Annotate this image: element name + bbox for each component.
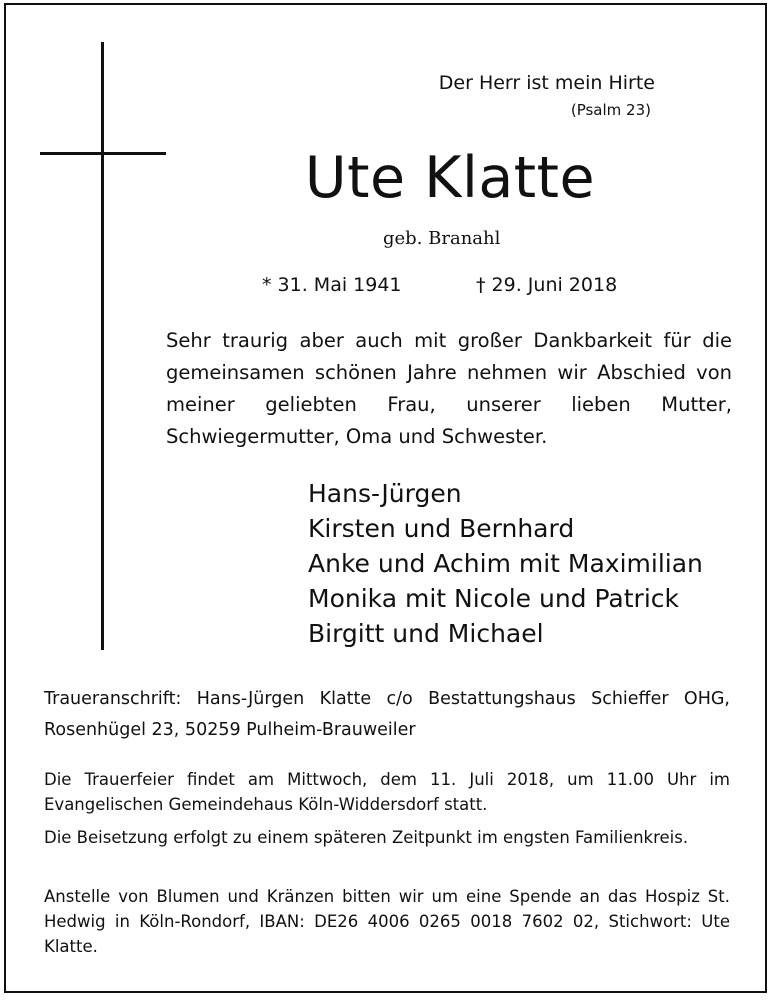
mourners-list: [308, 476, 703, 651]
mourner: Hans-Jürgen: [308, 479, 462, 508]
motto: Der Herr ist mein Hirte: [438, 72, 655, 94]
birth-date: * 31. Mai 1941: [262, 274, 402, 296]
burial-info: Die Beisetzung erfolgt zu einem späteren Zeitpunkt im engsten Familienkreis.: [44, 828, 689, 847]
donation-info: Anstelle von Blumen und Kränzen bitten wir um eine Spende an das Hospiz St. Hedwig in Köln-Rondorf, IBAN: DE26 4006 0265 0018 7602 02, Stichwort: Ute Klatte.: [44, 887, 730, 956]
ceremony-info: Die Trauerfeier findet am Mittwoch, dem 11. Juli 2018, um 11.00 Uhr im Evangelischen Gemeindehaus Köln-Widdersdorf statt.: [44, 770, 730, 814]
mourner: Birgitt und Michael: [308, 619, 544, 648]
cross-vertical-bar: [101, 42, 104, 650]
mourner: Monika mit Nicole und Patrick: [308, 584, 679, 613]
mourner: Anke und Achim mit Maximilian: [308, 549, 703, 578]
mourning-address: Traueranschrift: Hans-Jürgen Klatte c/o Bestattungshaus Schieffer OHG, Rosenhügel 23, 50259 Pulheim-Brauweiler: [44, 689, 730, 740]
intro-text: Sehr traurig aber auch mit großer Dankbarkeit für die gemeinsamen schönen Jahre nehmen wir Abschied von meiner geliebten Frau, unserer lieben Mutter, Schwiegermutter, Oma und Schwester.: [166, 329, 732, 448]
deceased-name: Ute Klatte: [304, 145, 596, 211]
psalm-reference: (Psalm 23): [570, 101, 651, 119]
birth-name: geb. Branahl: [383, 228, 501, 249]
mourner: Kirsten und Bernhard: [308, 514, 575, 543]
death-date: † 29. Juni 2018: [476, 274, 618, 296]
